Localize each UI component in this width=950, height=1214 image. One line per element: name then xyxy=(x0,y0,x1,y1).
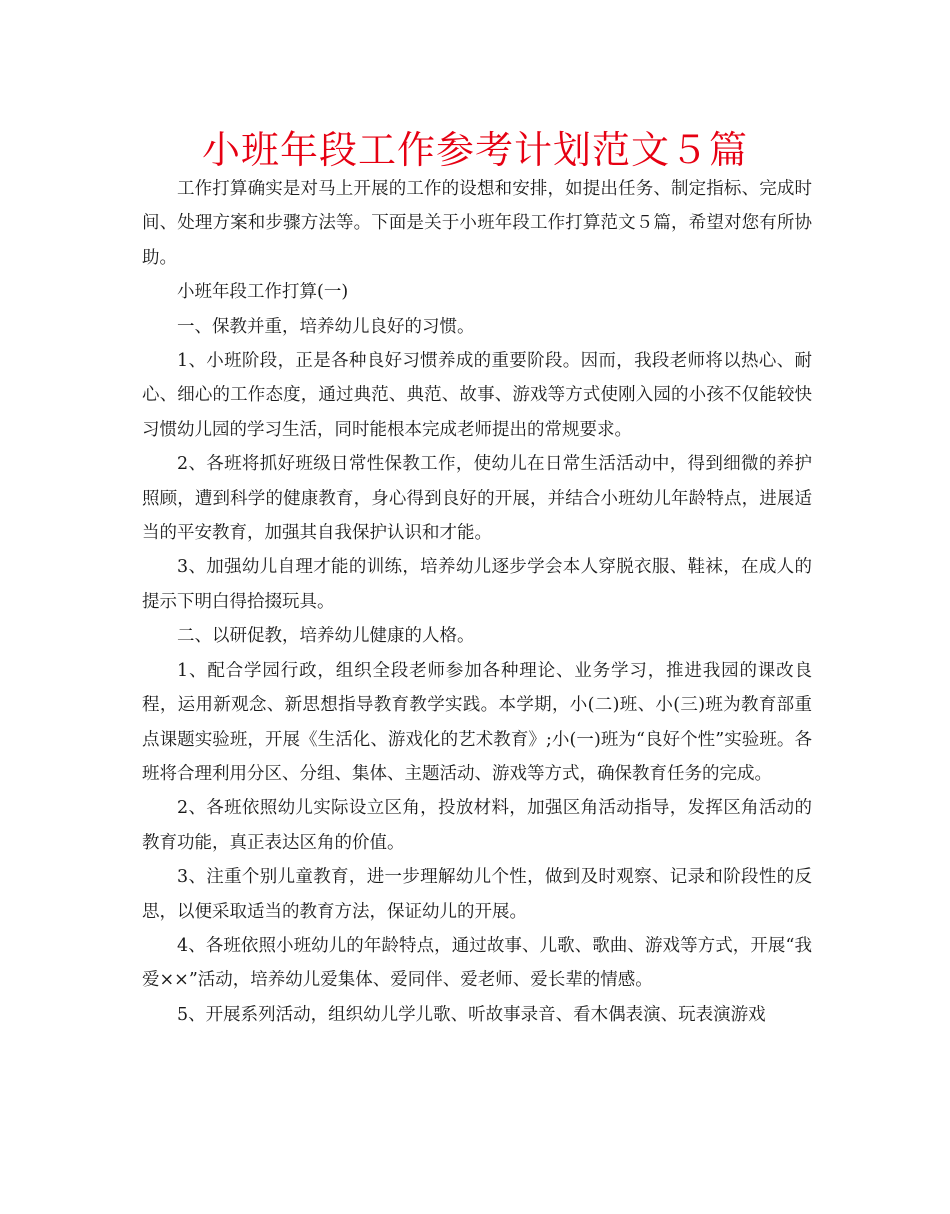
paragraph-item: 3、注重个别儿童教育，进一步理解幼儿个性，做到及时观察、记录和阶段性的反思，以便采取适当的教育方法，保证幼儿的开展。 xyxy=(142,867,812,922)
paragraph-item: 5、开展系列活动，组织幼儿学儿歌、听故事录音、看木偶表演、玩表演游戏 xyxy=(177,1004,766,1025)
paragraph-heading-one: 一、保教并重，培养幼儿良好的习惯。 xyxy=(177,316,475,337)
document-body xyxy=(142,172,812,1032)
paragraph-item: 4、各班依照小班幼儿的年龄特点，通过故事、儿歌、歌曲、游戏等方式，开展“我爱××”活动，培养幼儿爱集体、爱同伴、爱老师、爱长辈的情感。 xyxy=(142,935,812,991)
paragraph-item: 3、加强幼儿自理才能的训练，培养幼儿逐步学会本人穿脱衣服、鞋袜，在成人的提示下明白得拾掇玩具。 xyxy=(142,557,812,612)
paragraph-item: 1、配合学园行政，组织全段老师参加各种理论、业务学习，推进我园的课改良程，运用新观念、新思想指导教育教学实践。本学期，小(二)班、小(三)班为教育部重点课题实验班，开展《生活化、游戏化的艺术教育》;小(一)班为“良好个性”实验班。各班将合理利用分区、分组、集体、主题活动、游戏等方式，确保教育任务的完成。 xyxy=(142,660,812,784)
paragraph-section-heading: 小班年段工作打算(一) xyxy=(177,282,349,303)
document-title: 小班年段工作参考计划范文５篇 xyxy=(201,128,748,172)
paragraph-heading-two: 二、以研促教，培养幼儿健康的人格。 xyxy=(177,626,475,647)
paragraph-item: 2、各班将抓好班级日常性保教工作，使幼儿在日常生活活动中，得到细微的养护照顾，遭到科学的健康教育，身心得到良好的开展，并结合小班幼儿年龄特点，进展适当的平安教育，加强其自我保护认识和才能。 xyxy=(142,454,812,544)
paragraph-item: 2、各班依照幼儿实际设立区角，投放材料，加强区角活动指导，发挥区角活动的教育功能，真正表达区角的价值。 xyxy=(142,798,812,853)
paragraph-intro: 工作打算确实是对马上开展的工作的设想和安排，如提出任务、制定指标、完成时间、处理方案和步骤方法等。下面是关于小班年段工作打算范文５篇，希望对您有所协助。 xyxy=(142,179,812,268)
paragraph-item: 1、小班阶段，正是各种良好习惯养成的重要阶段。因而，我段老师将以热心、耐心、细心的工作态度，通过典范、典范、故事、游戏等方式使刚入园的小孩不仅能较快习惯幼儿园的学习生活，同时能根本完成老师提出的常规要求。 xyxy=(142,351,812,440)
